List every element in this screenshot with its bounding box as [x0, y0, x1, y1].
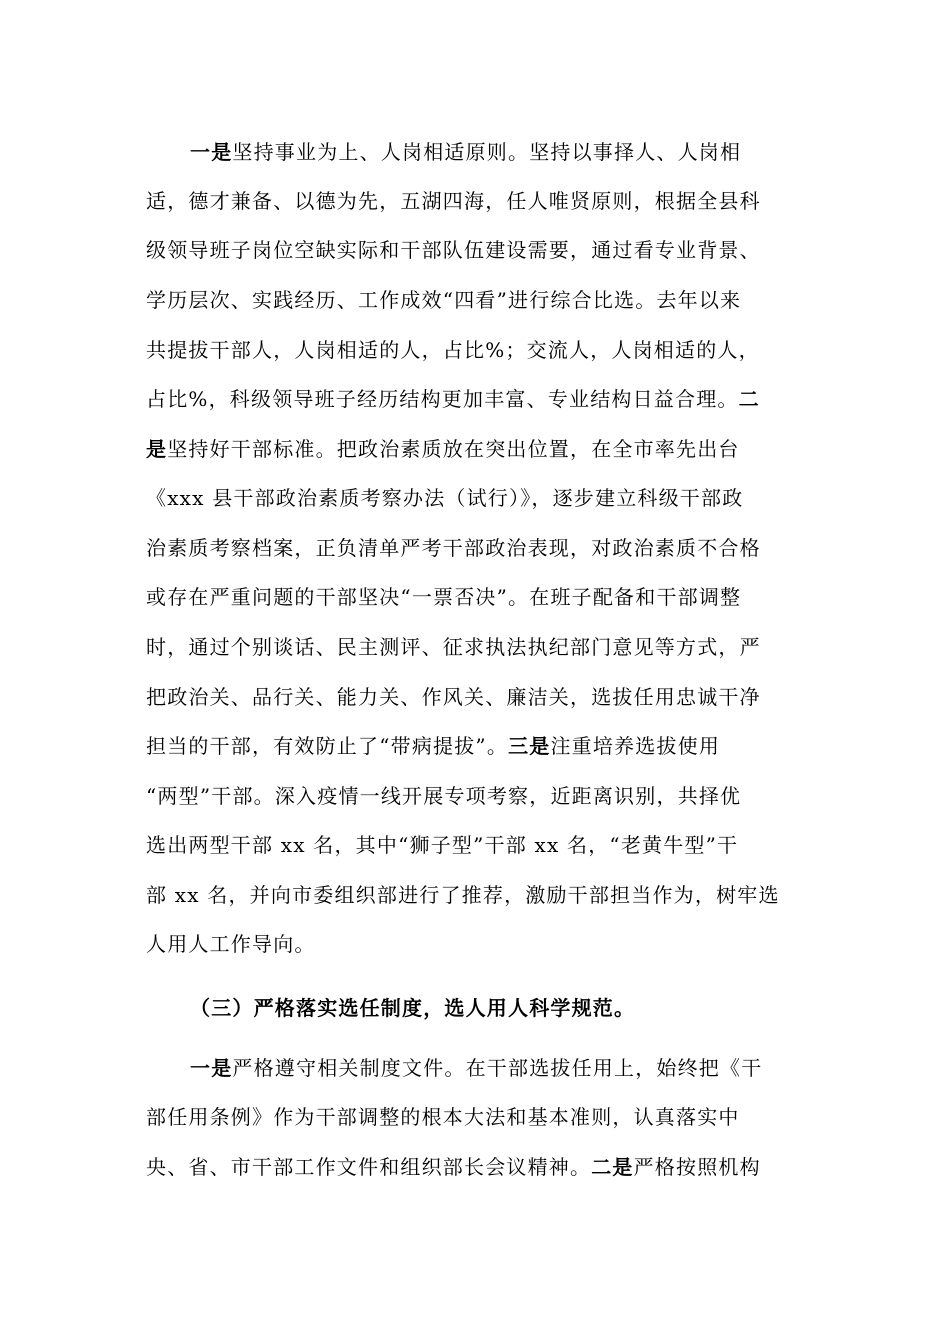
paragraph-line [146, 881, 806, 909]
line-text: 部 xx 名，并向市委组织部进行了推荐，激励干部担当作为，树牢选 [146, 883, 780, 907]
line-text: 坚持事业为上、人岗相适原则。坚持以事择人、人岗相 [232, 140, 742, 164]
line-text: 占比%，科级领导班子经历结构更加丰富、专业结构日益合理。 [146, 387, 739, 411]
section-heading: （三）严格落实选任制度，选人用人科学规范。 [190, 996, 636, 1020]
line-text: 共提拔干部人，人岗相适的人，占比%；交流人，人岗相适的人， [146, 338, 760, 362]
paragraph-line [146, 1103, 806, 1131]
line-text: 级领导班子岗位空缺实际和干部队伍建设需要，通过看专业背景、 [146, 238, 761, 262]
emphasis-label: 三是 [508, 734, 551, 758]
line-text: 央、省、市干部工作文件和组织部长会议精神。 [146, 1155, 592, 1179]
line-text: 人用人工作导向。 [146, 932, 316, 956]
emphasis-label: 是 [146, 437, 168, 461]
paragraph-line [146, 336, 806, 364]
paragraph-line [146, 633, 806, 661]
paragraph-line [146, 385, 806, 413]
emphasis-label: 一是 [190, 1056, 233, 1080]
paragraph-line [146, 534, 806, 562]
line-text: 《xxx 县干部政治素质考察办法（试行）》，逐步建立科级干部政 [146, 486, 744, 510]
line-text: 部任用条例》作为干部调整的根本大法和基本准则，认真落实中 [146, 1105, 740, 1129]
paragraph-line [146, 782, 806, 810]
paragraph-line [146, 732, 806, 760]
line-text: 治素质考察档案，正负清单严考干部政治表现，对政治素质不合格 [146, 536, 761, 560]
line-text: 担当的干部，有效防止了“带病提拔”。 [146, 734, 509, 758]
line-text: 适，德才兼备、以德为先，五湖四海，任人唯贤原则，根据全县科 [146, 189, 761, 213]
paragraph-line [146, 286, 806, 314]
paragraph-line [146, 484, 806, 512]
paragraph-line [146, 683, 806, 711]
paragraph-line [190, 138, 850, 166]
emphasis-label: 二是 [591, 1155, 634, 1179]
line-text: 严格按照机构 [633, 1155, 761, 1179]
paragraph-line [146, 930, 806, 958]
line-text: “两型”干部。深入疫情一线开展专项考察，近距离识别，共择优 [146, 784, 742, 808]
paragraph-line [146, 583, 806, 611]
emphasis-label: 二 [738, 387, 760, 411]
line-text: 时，通过个别谈话、民主测评、征求执法执纪部门意见等方式，严 [146, 635, 761, 659]
paragraph-line [146, 1153, 806, 1181]
line-text: 学历层次、实践经历、工作成效“四看”进行综合比选。去年以来 [146, 288, 742, 312]
paragraph-line [146, 831, 806, 859]
line-text: 严格遵守相关制度文件。在干部选拔任用上，始终把《干 [232, 1056, 763, 1080]
emphasis-label: 一是 [190, 140, 233, 164]
line-text: 选出两型干部 xx 名，其中“狮子型”干部 xx 名，“老黄牛型”干 [146, 833, 739, 857]
line-text: 注重培养选拔使用 [550, 734, 721, 758]
paragraph-line [146, 187, 806, 215]
paragraph-line [146, 236, 806, 264]
line-text: 坚持好干部标准。把政治素质放在突出位置，在全市率先出台 [167, 437, 740, 461]
paragraph-line [190, 1054, 850, 1082]
paragraph-line [146, 435, 806, 463]
line-text: 把政治关、品行关、能力关、作风关、廉洁关，选拔任用忠诚干净 [146, 685, 761, 709]
line-text: 或存在严重问题的干部坚决“一票否决”。在班子配备和干部调整 [146, 585, 742, 609]
